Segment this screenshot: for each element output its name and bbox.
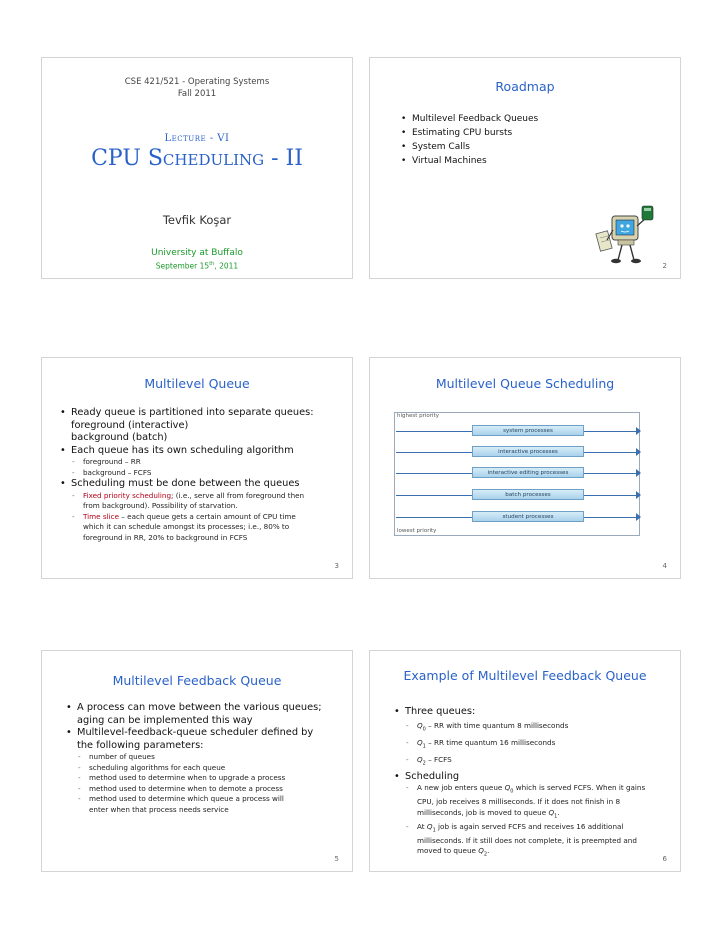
slide-1 <box>41 57 353 279</box>
lecture-number: Lecture - VI <box>164 133 230 144</box>
list-subitem <box>405 753 674 770</box>
subitem-text-line: CPU, job receives 8 milliseconds. If it does not finish in 8 <box>417 797 621 807</box>
list-item <box>58 407 346 445</box>
list-item: • Virtual Machines <box>399 154 659 168</box>
subitem-text: – FCFS <box>425 755 452 765</box>
list-item <box>392 771 674 784</box>
subitem-text-line: which it can schedule amongst its processes; i.e., 80% to <box>83 522 290 531</box>
subitem-text: – each queue gets a certain amount of CPU time <box>119 511 296 521</box>
queue-row <box>394 446 640 458</box>
roadmap-list <box>399 112 659 168</box>
list-subitem: - scheduling algorithms for each queue <box>77 763 346 774</box>
list-subitem: - number of queues <box>77 752 346 763</box>
queue-label: batch processes <box>472 489 584 500</box>
slide-title: Example of Multilevel Feedback Queue <box>403 668 647 683</box>
bullet-text: Three queues: <box>405 706 476 717</box>
subitem-text: . <box>487 846 490 856</box>
list-item <box>64 727 346 752</box>
slide-title: Multilevel Queue Scheduling <box>435 376 615 391</box>
queue-index: 0 <box>422 725 426 732</box>
queue-index: 1 <box>432 827 436 834</box>
university-name: University at Buffalo <box>151 248 243 258</box>
bullet-list <box>58 407 346 543</box>
queue-index: 1 <box>422 743 426 750</box>
bullet-text: Ready queue is partitioned into separate queues: <box>71 407 314 418</box>
subitem-text: – RR time quantum 16 milliseconds <box>425 737 556 747</box>
slide-5 <box>41 650 353 872</box>
queue-symbol: Q <box>426 821 433 831</box>
queue-index: 0 <box>510 788 514 795</box>
list-item <box>58 478 346 491</box>
bullet-text: Scheduling must be done between the queues <box>71 478 300 489</box>
subitem-text-line <box>417 808 674 822</box>
queue-label: interactive editing processes <box>472 467 584 478</box>
course-name: CSE 421/521 - Operating Systems <box>124 77 270 87</box>
slide-title: Multilevel Feedback Queue <box>112 673 282 688</box>
page-number: 3 <box>334 562 339 570</box>
queue-index: 2 <box>483 851 488 858</box>
list-item: • Multilevel Feedback Queues <box>399 112 659 126</box>
bullet-text-line: background (batch) <box>71 432 168 443</box>
bullet-list <box>392 706 674 860</box>
lowest-priority-label: lowest priority <box>397 528 437 534</box>
lecture-date <box>42 261 352 271</box>
list-subitem <box>405 822 674 860</box>
bullet-text: Scheduling <box>405 770 460 782</box>
subitem-text: . <box>557 807 560 817</box>
subitem-text-line: milliseconds. If it still does not complete, it is preempted and <box>417 835 637 845</box>
list-subitem <box>71 512 346 544</box>
subitem-text-line: from background). Possibility of starvation. <box>83 501 238 510</box>
page-number: 2 <box>662 262 667 270</box>
queue-label: system processes <box>472 425 584 436</box>
course-header <box>42 76 352 100</box>
page-number: 4 <box>662 562 667 570</box>
subitem-text: method used to determine which queue a process will <box>89 794 284 803</box>
highest-priority-label: highest priority <box>397 413 439 419</box>
subitem-text-line <box>417 846 674 860</box>
list-subitem: - method used to determine when to upgrade a process <box>77 773 346 784</box>
queue-index: 1 <box>554 813 558 820</box>
list-item: • Estimating CPU bursts <box>399 126 659 140</box>
course-term: Fall 2011 <box>177 89 217 99</box>
subitem-text: A new job enters queue <box>417 783 505 793</box>
slide-title: Roadmap <box>495 79 555 94</box>
queue-symbol: Q <box>548 807 555 817</box>
list-subitem <box>77 794 346 815</box>
subitem-text: moved to queue <box>417 846 479 856</box>
subitem-text: – RR with time quantum 8 milliseconds <box>425 720 569 730</box>
queue-index: 2 <box>422 760 426 767</box>
queue-symbol: Q <box>417 755 423 765</box>
slide-2 <box>369 57 681 279</box>
queue-label: interactive processes <box>472 446 584 457</box>
list-item <box>392 706 674 719</box>
date-suffix-sup: th <box>209 261 215 267</box>
computer-mascot-icon <box>594 204 660 268</box>
queue-row <box>394 425 640 437</box>
subitem-text: which is served FCFS. When it gains <box>513 783 646 793</box>
list-item: • System Calls <box>399 140 659 154</box>
subitem-text: milliseconds, job is moved to queue <box>417 807 549 817</box>
subitem-text: job is again served FCFS and receives 16 additional <box>435 821 624 831</box>
queue-symbol: Q <box>504 783 511 793</box>
list-item <box>58 445 346 458</box>
bullet-list <box>64 702 346 815</box>
list-subitem: - background – FCFS <box>71 468 346 479</box>
bullet-text-line: aging can be implemented this way <box>77 714 253 726</box>
highlight-text: Time slice <box>83 511 119 521</box>
list-subitem: - method used to determine when to demote a process <box>77 784 346 795</box>
list-subitem <box>405 719 674 736</box>
slide-6 <box>369 650 681 872</box>
page-number: 5 <box>334 855 339 863</box>
queue-symbol: Q <box>417 737 423 747</box>
bullet-text: Each queue has its own scheduling algorithm <box>71 444 294 456</box>
list-item <box>64 702 346 727</box>
queue-diagram <box>394 412 640 536</box>
list-subitem <box>405 783 674 821</box>
queue-label: student processes <box>472 511 584 522</box>
list-subitem <box>405 736 674 753</box>
list-subitem: - foreground – RR <box>71 457 346 468</box>
bullet-text: Multilevel-feedback-queue scheduler defined by <box>77 727 314 738</box>
subitem-text: ; (i.e., serve all from foreground then <box>171 490 305 500</box>
lecture-title: CPU Scheduling - II <box>91 146 303 171</box>
subitem-text-line: enter when that process needs service <box>89 804 229 814</box>
list-subitem <box>71 491 346 512</box>
bullet-text: A process can move between the various queues; <box>77 702 322 713</box>
highlight-text: Fixed priority scheduling <box>83 490 172 500</box>
queue-row <box>394 467 640 479</box>
author-name: Tevfik Koşar <box>162 213 232 227</box>
slide-3 <box>41 357 353 579</box>
date-year: , 2011 <box>214 261 239 271</box>
bullet-text-line: the following parameters: <box>77 739 204 751</box>
queue-symbol: Q <box>417 720 423 730</box>
subitem-text: At <box>417 821 427 831</box>
bullet-text-line: foreground (interactive) <box>71 419 189 431</box>
queue-row <box>394 489 640 501</box>
queue-row <box>394 511 640 523</box>
page-number: 6 <box>662 855 667 863</box>
slide-title: Multilevel Queue <box>144 376 250 391</box>
date-text: September 15 <box>155 261 210 271</box>
queue-symbol: Q <box>478 846 484 856</box>
subitem-text-line: foreground in RR, 20% to background in FCFS <box>83 532 248 542</box>
